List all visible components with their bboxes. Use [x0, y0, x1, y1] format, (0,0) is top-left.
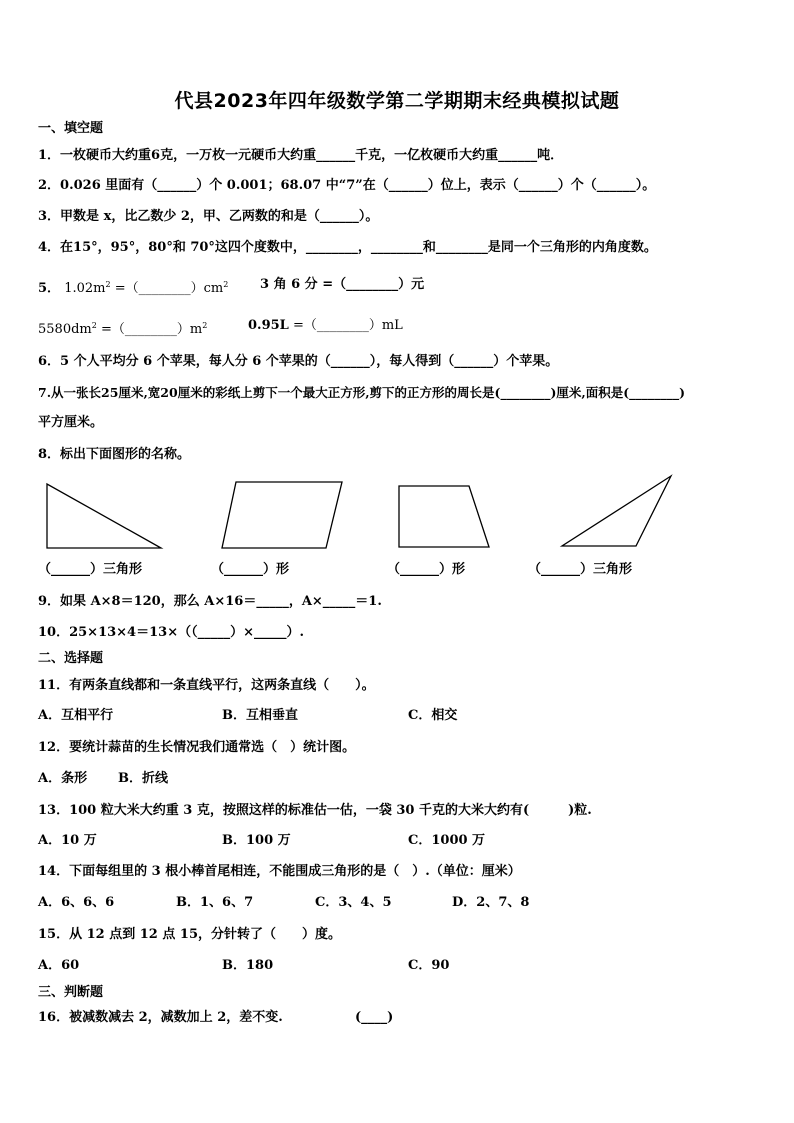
- shape-label-2: （______）形: [211, 562, 290, 577]
- question-1: 1．一枚硬币大约重6克，一万枚一元硬币大约重______千克，一亿枚硬币大约重______吨．: [38, 148, 564, 163]
- parallelogram-shape: [220, 480, 345, 552]
- q14-option-d: D．2、7、8: [452, 895, 530, 910]
- q5c-rest: =（________）m: [96, 322, 203, 337]
- shape-label-3: （______）形: [387, 562, 466, 577]
- q12-option-a: A．条形: [38, 771, 88, 786]
- q13-option-c: C．1000 万: [408, 833, 486, 848]
- q11-option-b: B．互相垂直: [222, 708, 298, 723]
- q13-option-b: B．100 万: [222, 833, 291, 848]
- q14-option-c: C．3、4、5: [315, 895, 392, 910]
- shape-label-4: （______）三角形: [528, 562, 633, 577]
- section-true-false: 三、判断题: [38, 985, 104, 1000]
- page-title: 代县2023年四年级数学第二学期期末经典模拟试题: [174, 90, 620, 112]
- question-7-line2: 平方厘米。: [38, 415, 104, 430]
- trapezoid-shape: [397, 484, 492, 550]
- question-9: 9．如果 A×8＝120，那么 A×16＝_____，A×_____＝1.: [38, 594, 382, 609]
- question-10: 10．25×13×4＝13×（（_____）×_____）.: [38, 625, 305, 640]
- question-5d: [248, 317, 403, 335]
- question-6: 6．5 个人平均分 6 个苹果，每人分 6 个苹果的（______），每人得到（______）个苹果。: [38, 354, 559, 369]
- obtuse-triangle-shape: [560, 474, 675, 550]
- question-13: 13．100 粒大米大约重 3 克，按照这样的标准估一估，一袋 30 千克的大米大约有( )粒.: [38, 803, 592, 818]
- q5a-sup2: 2: [223, 280, 229, 289]
- shape-label-1: （______）三角形: [38, 562, 143, 577]
- section-multiple-choice: 二、选择题: [38, 651, 104, 666]
- question-8: 8．标出下面图形的名称。: [38, 447, 191, 462]
- q11-option-a: A．互相平行: [38, 708, 114, 723]
- question-3: 3．甲数是 x，比乙数少 2，甲、乙两数的和是（______）。: [38, 209, 379, 224]
- q5a-rest: =（________）cm: [110, 281, 224, 296]
- question-11: 11．有两条直线都和一条直线平行，这两条直线（ ）。: [38, 678, 375, 693]
- question-2: 2．0.026 里面有（______）个 0.001；68.07 中“7”在（______）位上，表示（______）个（______）。: [38, 178, 656, 193]
- q5a-sup: 2: [105, 280, 111, 289]
- question-12: 12．要统计蒜苗的生长情况我们通常选（ ）统计图。: [38, 740, 356, 755]
- q5d-rest: =（________）mL: [288, 318, 403, 333]
- question-5c: [38, 317, 207, 339]
- q14-option-a: A．6、6、6: [38, 895, 115, 910]
- q14-option-b: B．1、6、7: [176, 895, 254, 910]
- question-14: 14．下面每组里的 3 根小棒首尾相连，不能围成三角形的是（ ）.（单位：厘米）: [38, 864, 521, 879]
- q15-option-a: A．60: [38, 958, 80, 973]
- question-5-number: 5．: [38, 281, 61, 296]
- question-16: 16．被减数减去 2，减数加上 2，差不变.: [38, 1010, 283, 1025]
- q5c-sup: 2: [91, 321, 97, 330]
- right-triangle-shape: [45, 482, 165, 552]
- q13-option-a: A．10 万: [38, 833, 97, 848]
- q12-option-b: B．折线: [118, 771, 168, 786]
- question-15: 15．从 12 点到 12 点 15，分针转了（ ）度。: [38, 927, 341, 942]
- q15-option-c: C．90: [408, 958, 450, 973]
- q15-option-b: B．180: [222, 958, 274, 973]
- q16-answer-blank: (____): [355, 1010, 394, 1025]
- q11-option-c: C．相交: [408, 708, 458, 723]
- question-7-line1: 7.从一张长25厘米,宽20厘米的彩纸上剪下一个最大正方形,剪下的正方形的周长是(________)厘米,面积是(________): [38, 385, 686, 400]
- question-5a: [38, 276, 228, 298]
- section-fill-blank: 一、填空题: [38, 121, 104, 136]
- q5d-bold: 0.95L: [248, 318, 289, 333]
- q5c-sup2: 2: [202, 321, 208, 330]
- question-4: 4．在15°，95°，80°和 70°这四个度数中，________，________和________是同一个三角形的内角度数。: [38, 240, 657, 255]
- q5a-math: 1.02m: [64, 281, 106, 296]
- question-5b: 3 角 6 分 =（________）元: [260, 277, 425, 292]
- q5c-math: 5580dm: [38, 322, 92, 337]
